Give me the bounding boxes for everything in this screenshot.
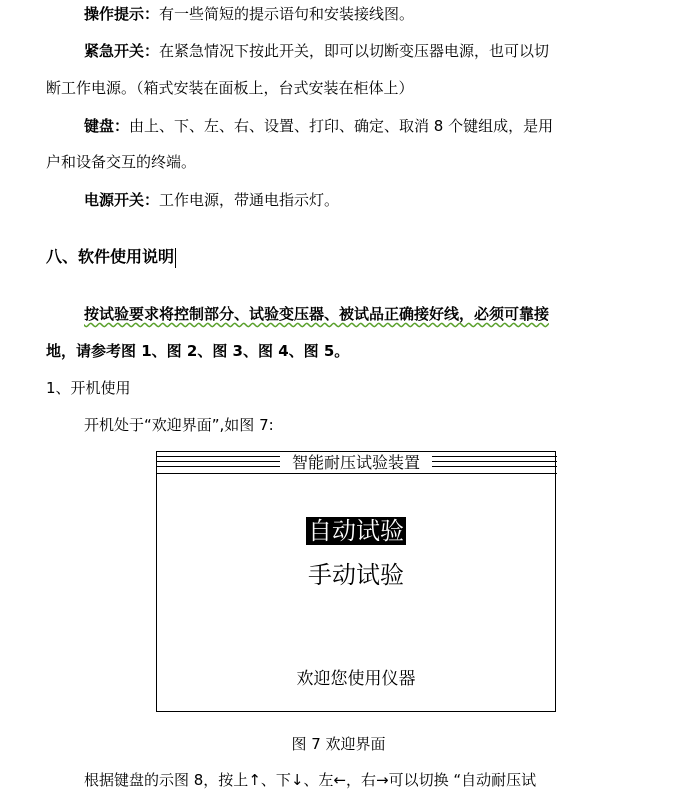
paragraph-emergency-switch: [84, 41, 637, 61]
term-label: 操作提示：: [84, 5, 160, 23]
menu-item-auto-test: [157, 516, 555, 546]
term-description: 由上、下、左、右、设置、打印、确定、取消 8 个键组成，是用: [129, 117, 554, 135]
paragraph-line: 根据键盘的示图 8，按上↑、下↓、左←，右→可以切换 “自动耐压试: [84, 771, 537, 789]
section-heading-text: 八、软件使用说明: [46, 247, 175, 266]
text-cursor: [175, 248, 176, 268]
bold-instruction: [84, 304, 637, 324]
menu-item-label: 自动试验: [308, 517, 404, 545]
term-label: 键盘：: [84, 117, 130, 135]
paragraph-keyboard: [84, 116, 637, 136]
lcd-title: [157, 453, 555, 473]
lcd-footer: 欢迎您使用仪器: [296, 669, 416, 689]
section-heading: [46, 247, 637, 268]
term-description: 工作电源，带通电指示灯。: [159, 191, 340, 209]
term-label: 紧急开关：: [84, 42, 160, 60]
header-rule: [157, 473, 557, 474]
bold-instruction-line: 按试验要求将控制部分、试验变压器、被试品正确接好线，必须可靠接: [84, 305, 550, 323]
paragraph-line: 户和设备交互的终端。: [46, 153, 197, 171]
menu-item-manual-test: [157, 560, 555, 590]
lcd-title-text: 智能耐压试验装置: [280, 453, 432, 472]
lcd-screen-figure: [156, 451, 556, 712]
menu-item-label: 手动试验: [308, 561, 404, 589]
paragraph-line: 断工作电源。（箱式安装在面板上，台式安装在柜体上）: [46, 79, 414, 97]
paragraph-power-switch: [84, 190, 637, 210]
term-description: 在紧急情况下按此开关，即可以切断变压器电源，也可以切: [159, 42, 550, 60]
term-label: 电源开关：: [84, 191, 160, 209]
term-description: 有一些简短的提示语句和安装接线图。: [159, 5, 415, 23]
paragraph-operation-hint: [84, 4, 637, 24]
step-heading: 1、开机使用: [46, 379, 131, 397]
step-text: 开机处于“欢迎界面”,如图 7:: [84, 416, 274, 434]
lcd-header: [157, 452, 555, 474]
bold-instruction-line: 地，请参考图 1、图 2、图 3、图 4、图 5。: [46, 342, 350, 360]
figure-caption: 图 7 欢迎界面: [291, 735, 386, 753]
